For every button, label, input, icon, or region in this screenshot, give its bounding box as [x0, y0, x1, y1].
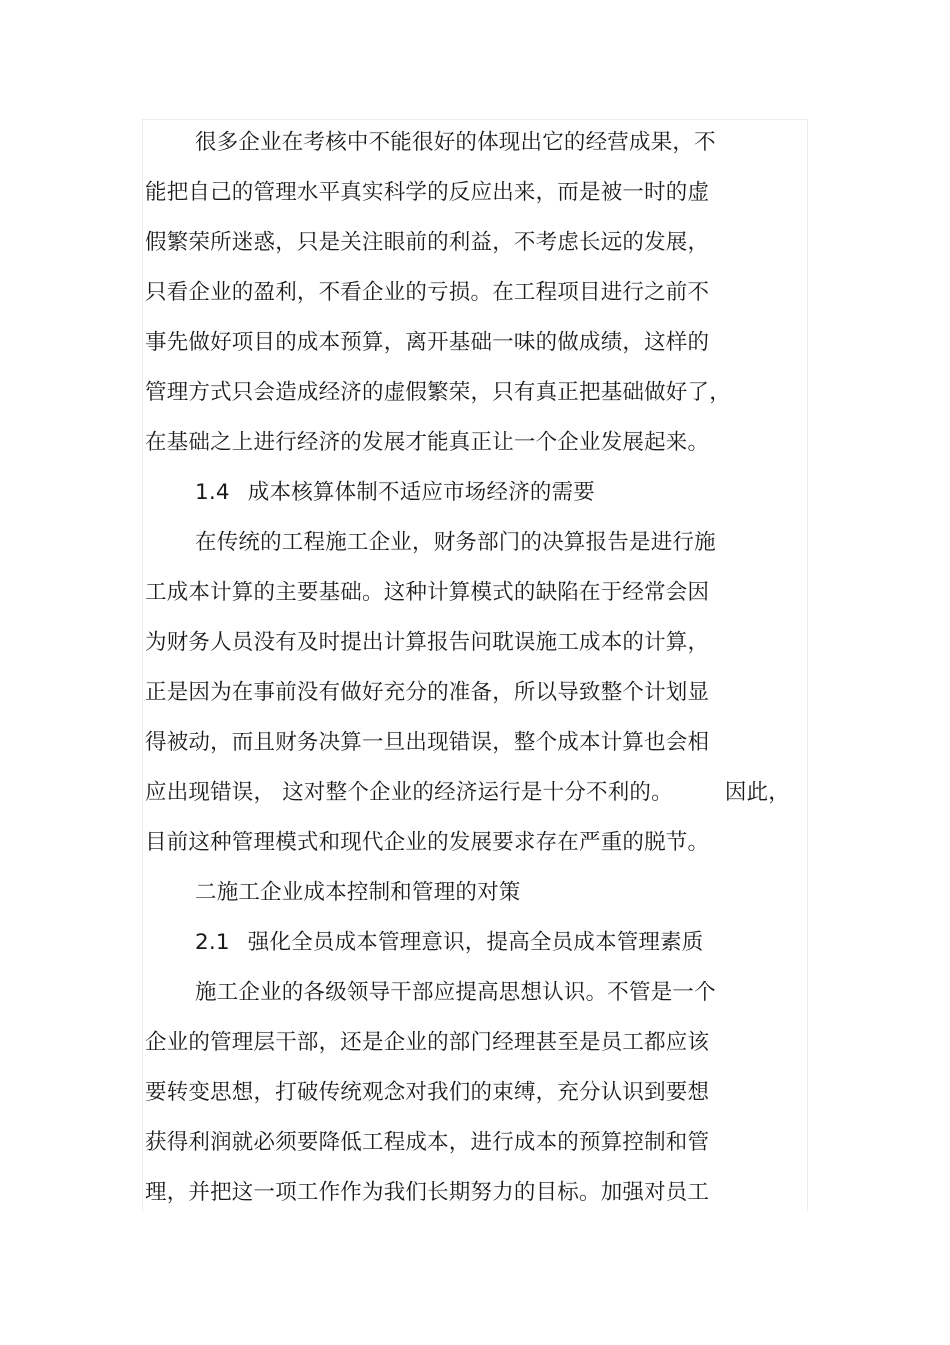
- paragraph-line: 在传统的工程施工企业，财务部门的决算报告是进行施: [195, 530, 716, 555]
- section-title: 成本核算体制不适应市场经济的需要: [247, 480, 595, 505]
- section-heading-2: 二施工企业成本控制和管理的对策: [195, 880, 521, 905]
- paragraph-line: [145, 768, 815, 818]
- paragraph-line: 得被动，而且财务决算一旦出现错误，整个成本计算也会相: [145, 730, 710, 755]
- paragraph-line: 要转变思想，打破传统观念对我们的束缚，充分认识到要想: [145, 1080, 710, 1105]
- paragraph-line: 假繁荣所迷惑，只是关注眼前的利益，不考虑长远的发展，: [145, 230, 710, 255]
- paragraph-line: 目前这种管理模式和现代企业的发展要求存在严重的脱节。: [145, 830, 710, 855]
- section-title: 强化全员成本管理意识，提高全员成本管理素质: [247, 930, 704, 955]
- paragraph-line: 工成本计算的主要基础。这种计算模式的缺陷在于经常会因: [145, 580, 710, 605]
- section-heading-2-1: [145, 918, 815, 968]
- section-number: 1.4: [195, 480, 230, 505]
- paragraph-line: 在基础之上进行经济的发展才能真正让一个企业发展起来。: [145, 430, 710, 455]
- line-segment: 因此，: [724, 780, 790, 805]
- section-number: 2.1: [195, 930, 230, 955]
- paragraph-line: 正是因为在事前没有做好充分的准备，所以导致整个计划显: [145, 680, 710, 705]
- paragraph-line: 理，并把这一项工作作为我们长期努力的目标。加强对员工: [145, 1180, 710, 1205]
- line-segment: 应出现错误， 这对整个企业的经济运行是十分不利的。: [145, 780, 673, 805]
- paragraph-line: 获得利润就必须要降低工程成本，进行成本的预算控制和管: [145, 1130, 710, 1155]
- section-heading-1-4: [145, 468, 815, 518]
- paragraph-line: 施工企业的各级领导干部应提高思想认识。不管是一个: [195, 980, 716, 1005]
- paragraph-line: 为财务人员没有及时提出计算报告问耽误施工成本的计算，: [145, 630, 710, 655]
- paragraph-line: 企业的管理层干部，还是企业的部门经理甚至是员工都应该: [145, 1030, 710, 1055]
- paragraph-line: 只看企业的盈利，不看企业的亏损。在工程项目进行之前不: [145, 280, 710, 305]
- paragraph-line: 事先做好项目的成本预算，离开基础一味的做成绩，这样的: [145, 330, 710, 355]
- paragraph-line: 能把自己的管理水平真实科学的反应出来，而是被一时的虚: [145, 180, 710, 205]
- paragraph-line: 管理方式只会造成经济的虚假繁荣，只有真正把基础做好了，: [145, 380, 731, 405]
- paragraph-line: 很多企业在考核中不能很好的体现出它的经营成果，不: [195, 130, 716, 155]
- document-body: [145, 118, 815, 1218]
